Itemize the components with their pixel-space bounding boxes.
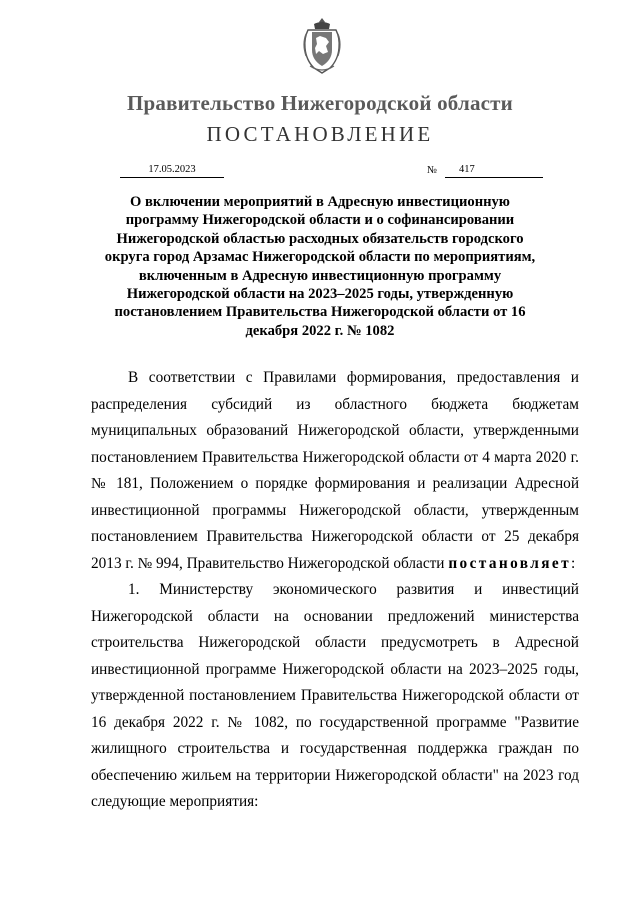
document-type: ПОСТАНОВЛЕНИЕ — [206, 122, 434, 146]
document-number: 417 — [445, 163, 543, 178]
preamble-paragraph — [91, 365, 579, 577]
number-sign: № — [427, 165, 438, 176]
government-name: Правительство Нижегородской области — [127, 91, 513, 115]
document-title: О включении мероприятий в Адресную инвестиционную программу Нижегородской области и о софинансировании Нижегородской областью расходных обязательств городского округа город Арзамас Нижегородской области по мероприятиям, включенным в Адресную инвестиционную программу Нижегородской области на 2023–2025 годы, утвержденную постановлением Правительства Нижегородской области от 16 декабря 2022 г. № 1082 — [104, 194, 536, 339]
preamble-text: В соответствии с Правилами формирования, предоставления и распределения субсидий из областного бюджета бюджетам муниципальных образований Нижегородской области, утвержденными постановлением Правительства Нижегородской области от 4 марта 2020 г. № 181, Положением о порядке формирования и реализации Адресной инвестиционной программы Нижегородской области, утвержденным постановлением Правительства Нижегородской области от 25 декабря 2013 г. № 994, Правительство Нижегородской области — [91, 369, 579, 572]
item-1-paragraph: 1. Министерству экономического развития и инвестиций Нижегородской области на основании предложений министерства строительства Нижегородской области предусмотреть в Адресной инвестиционной программе Нижегородской области на 2023–2025 годы, утвержденной постановлением Правительства Нижегородской области от 16 декабря 2022 г. № 1082, по государственной программе "Развитие жилищного строительства и государственная поддержка граждан по обеспечению жильем на территории Нижегородской области" на 2023 год следующие мероприятия: — [91, 581, 579, 810]
decree-colon: : — [571, 554, 576, 572]
coat-of-arms-icon — [302, 16, 342, 76]
decree-word: постановляет — [448, 554, 572, 572]
document-date: 17.05.2023 — [120, 163, 224, 178]
document-body — [91, 365, 579, 816]
